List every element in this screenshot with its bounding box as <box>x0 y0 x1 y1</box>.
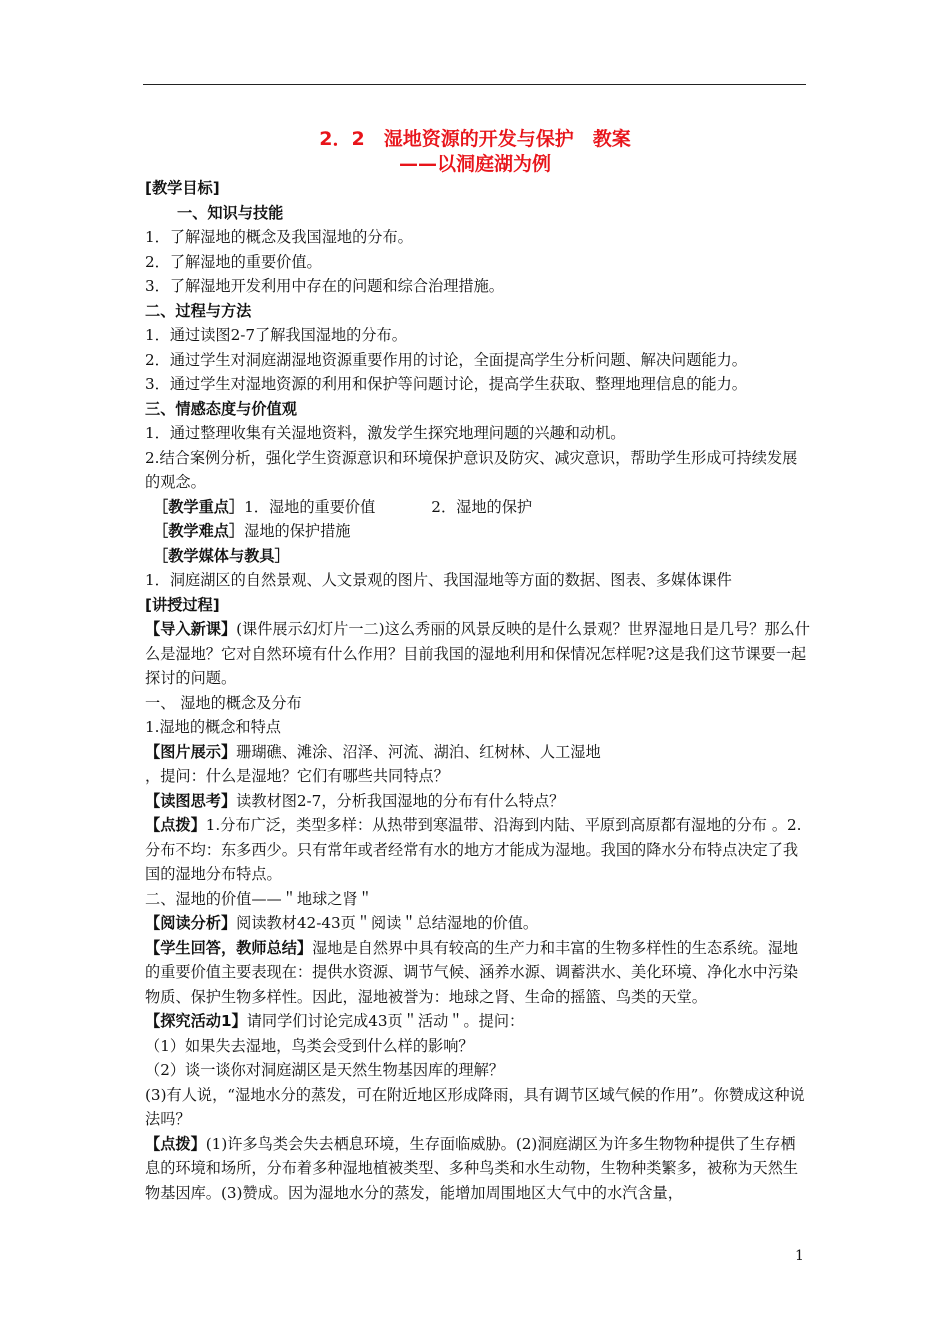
tip-text: (1)许多鸟类会失去栖息环境，生存面临威胁。(2)洞庭湖区为许多生物物种提供了生存栖息的环境和场所，分布着多种湿地植被类型、多种鸟类和水生动物，生物种类繁多，被称为天然生物基因库。(3)赞成。因为湿地水分的蒸发，能增加周围地区大气中的水汽含量， <box>145 1134 799 1202</box>
activity-line <box>145 1009 810 1034</box>
media-item: 1．洞庭湖区的自然景观、人文景观的图片、我国湿地等方面的数据、图表、多媒体课件 <box>145 571 732 589</box>
media-heading: ［教学媒体与教具］ <box>153 546 290 565</box>
picture-question: ，提问：什么是湿地？它们有哪些共同特点？ <box>145 767 449 785</box>
page-subtitle: ——以洞庭湖为例 <box>398 153 551 175</box>
process-item: 2．通过学生对洞庭湖湿地资源重要作用的讨论，全面提高学生分析问题、解决问题能力。 <box>145 350 747 369</box>
answer-label: 【学生回答，教师总结】 <box>145 938 313 957</box>
key-points-line <box>145 495 810 520</box>
key-point: 2．湿地的保护 <box>431 497 533 516</box>
tip-label: 【点拨】 <box>145 816 206 834</box>
analysis-text: 阅读教材42-43页＂阅读＂总结湿地的价值。 <box>236 914 539 932</box>
section-heading: 二、湿地的价值——＂地球之肾＂ <box>145 889 373 908</box>
knowledge-item: 1．了解湿地的概念及我国湿地的分布。 <box>145 228 413 246</box>
difficulty-label: ［教学难点］ <box>153 522 245 540</box>
document-body <box>145 176 810 1205</box>
goals-heading: [教学目标] <box>145 179 220 197</box>
picture-line <box>145 740 810 765</box>
header-rule <box>143 84 806 85</box>
question-item: (3)有人说，“湿地水分的蒸发，可在附近地区形成降雨，具有调节区域气候的作用”。你赞成这种说法吗？ <box>145 1085 805 1128</box>
section-heading: 一、 湿地的概念及分布 <box>145 693 302 712</box>
difficulty-text: 湿地的保护措施 <box>244 522 351 540</box>
process-heading: 二、过程与方法 <box>145 301 252 320</box>
picture-text: 珊瑚礁、滩涂、沼泽、河流、湖泊、红树林、人工湿地 <box>236 742 601 761</box>
emotion-item: 1．通过整理收集有关湿地资料，激发学生探究地理问题的兴趣和动机。 <box>145 424 626 442</box>
process-item: 1．通过读图2-7了解我国湿地的分布。 <box>145 326 407 344</box>
emotion-heading: 三、情感态度与价值观 <box>145 399 297 418</box>
tip-paragraph <box>145 1132 810 1206</box>
read-text: 读教材图2-7，分析我国湿地的分布有什么特点？ <box>236 791 565 810</box>
tip-paragraph <box>145 813 810 887</box>
activity-text: 请同学们讨论完成43页＂活动＂。提问： <box>246 1012 525 1030</box>
intro-label: 【导入新课】 <box>145 620 237 638</box>
knowledge-item: 3．了解湿地开发利用中存在的问题和综合治理措施。 <box>145 277 504 295</box>
page-number: 1 <box>795 1248 804 1264</box>
teaching-process-heading: [讲授过程] <box>145 595 220 614</box>
tip-label: 【点拨】 <box>145 1134 206 1153</box>
read-line <box>145 789 810 814</box>
tip-text: 1.分布广泛，类型多样：从热带到寒温带、沿海到内陆、平原到高原都有湿地的分布 。2.分布不均：东多西少。只有常年或者经常有水的地方才能成为湿地。我国的降水分布特点决定了我国的湿地分布特点。 <box>145 816 802 883</box>
intro-paragraph <box>145 617 810 691</box>
process-item: 3．通过学生对湿地资源的利用和保护等问题讨论，提高学生获取、整理地理信息的能力。 <box>145 375 747 393</box>
answer-text: 湿地是自然界中具有较高的生产力和丰富的生物多样性的生态系统。湿地的重要价值主要表现在：提供水资源、调节气候、涵养水源、调蓄洪水、美化环境、净化水中污染物质、保护生物多样性。因此，湿地被誉为：地球之肾、生命的摇篮、鸟类的天堂。 <box>145 938 799 1006</box>
page-title: 2．2 湿地资源的开发与保护 教案 <box>319 128 631 150</box>
intro-text: (课件展示幻灯片一二)这么秀丽的风景反映的是什么景观？世界湿地日是几号？那么什么是湿地？它对自然环境有什么作用？目前我国的湿地利用和保情况怎样呢?这是我们这节课要一起探讨的问题。 <box>145 620 810 687</box>
key-points-label: ［教学重点］ <box>153 497 245 516</box>
question-item: （2）谈一谈你对洞庭湖区是天然生物基因库的理解？ <box>145 1061 504 1079</box>
knowledge-heading: 一、知识与技能 <box>177 203 284 222</box>
read-label: 【读图思考】 <box>145 791 237 810</box>
analysis-label: 【阅读分析】 <box>145 914 237 932</box>
key-point: 1．湿地的重要价值 <box>244 497 376 516</box>
emotion-item: 2.结合案例分析，强化学生资源意识和环境保护意识及防灾、减灾意识，帮助学生形成可持续发展的观念。 <box>145 448 798 491</box>
difficulty-line <box>145 519 810 544</box>
knowledge-item: 2．了解湿地的重要价值。 <box>145 252 322 271</box>
subsection-heading: 1.湿地的概念和特点 <box>145 718 281 736</box>
picture-label: 【图片展示】 <box>145 742 237 761</box>
question-item: （1）如果失去湿地，鸟类会受到什么样的影响？ <box>145 1036 474 1055</box>
activity-label: 【探究活动1】 <box>145 1012 247 1030</box>
answer-paragraph <box>145 936 810 1010</box>
analysis-line <box>145 911 810 936</box>
